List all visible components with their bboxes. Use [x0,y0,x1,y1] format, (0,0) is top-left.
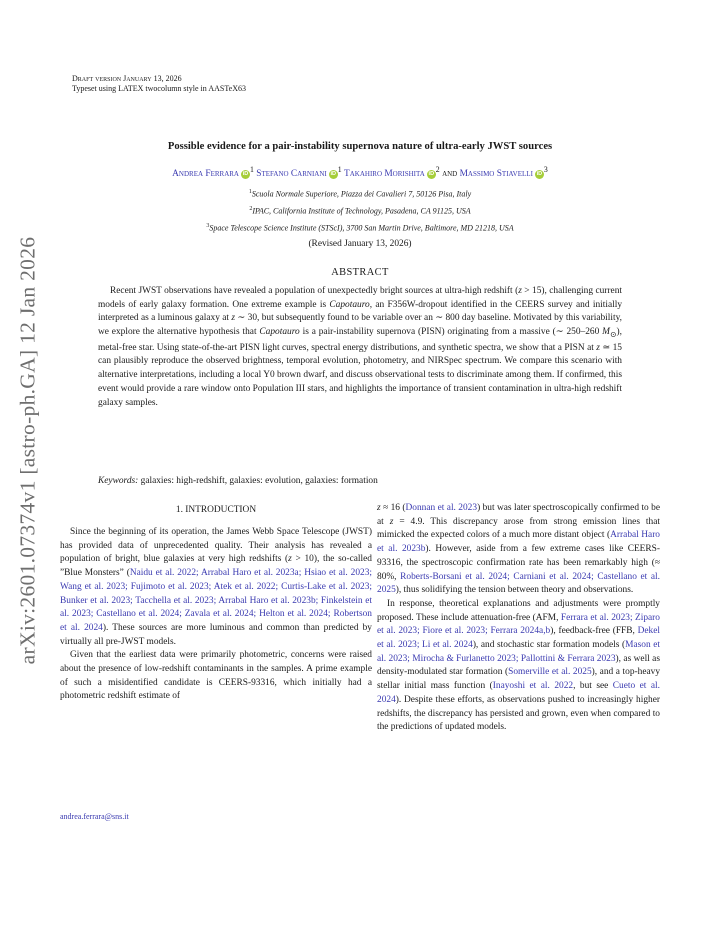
author-list [60,165,660,179]
abstract-heading: ABSTRACT [331,267,389,278]
right-column: z ≈ 16 (Donnan et al. 2023) but was later spectroscopically confirmed to be at z = 4.9. This discrepancy arose from strong emission lines that mimicked the expected colors of a much more distant object (Arrabal Haro et al. 2023b). However, aside from a few extreme cases like CEERS-93316, the spectroscopic confirmation rate has been remarkably high (≈ 80%, Roberts-Borsani et al. 2024; Carniani et al. 2024; Castellano et al. 2025), thus solidifying the tension between theory and observations. In response, theoretical explanations and adjustments were promptly proposed. These include attenuation-free (AFM, Ferrara et al. 2023; Ziparo et al. 2023; Fiore et al. 2023; Ferrara 2024a,b), feedback-free (FFB, Dekel et al. 2023; Li et al. 2024), and stochastic star formation models (Mason et al. 2023; Mirocha & Furlanetto 2023; Pallottini & Ferrara 2023), as well as density-modulated star formation (Somerville et al. 2025), and a top-heavy stellar initial mass function (Inayoshi et al. 2022, but see Cueto et al. 2024). Despite these efforts, as observations pushed to increasingly higher redshifts, the discrepancy has persisted and grown, even when compared to the predictions of updated models. [377,503,661,733]
author-ferrara[interactable]: Andrea Ferrara [172,169,239,180]
affil-mark: 3 [543,165,548,174]
draft-version-line: Draft version January 13, 2026 [72,74,182,83]
email-link[interactable]: andrea.ferrara@sns.it [60,812,129,821]
and-word: and [442,169,458,180]
affiliation-3: $^3$Space Telescope Science Institute (STScI), 3700 San Martin Drive, Baltimore, MD 21218, USA [206,223,514,233]
affil-mark: 2 [435,165,440,174]
keywords: Keywords: galaxies: high-redshift, galaxies: evolution, galaxies: formation [98,476,378,486]
paper-title: Possible evidence for a pair-instability supernova nature of ultra-early JWST sources [167,141,553,152]
left-column: Since the beginning of its operation, the James Webb Space Telescope (JWST) has provided data of unprecedented quality. Their analysis has revealed a population of bright, blue galaxies at very high redshifts (z > 10), the so-called ”Blue Monsters” (Naidu et al. 2022; Arrabal Haro et al. 2023a; Hsiao et al. 2023; Wang et al. 2023; Fujimoto et al. 2023; Atek et al. 2022; Curtis-Lake et al. 2023; Bunker et al. 2023; Tacchella et al. 2023; Arrabal Haro et al. 2023b; Finkelstein et al. 2023; Castellano et al. 2024; Zavala et al. 2024; Helton et al. 2024; Robertson et al. 2024). These sources are more luminous and common than predicted by virtually all pre-JWST models. Given that the earliest data were primarily photometric, concerns were raised about the presence of low-redshift contaminants in the samples. A prime example of such a misidentified candidate is CEERS-93316, which initially had a photometric redshift estimate of [60,527,372,702]
typeset-line: Typeset using LATEX twocolumn style in AASTeX63 [72,84,246,93]
author-carniani[interactable]: Stefano Carniani [256,169,327,180]
affiliations [60,185,660,236]
affiliation-2: $^2$IPAC, California Institute of Technology, Pasadena, CA 91125, USA [249,206,471,216]
orcid-icon[interactable]: iD [536,171,543,178]
author-morishita[interactable]: Takahiro Morishita [344,169,425,180]
abstract-text: Recent JWST observations have revealed a population of unexpectedly bright sources at ultra-high redshift (z > 15), challenging current models of early galaxy formation. One extreme example is Capotauro, an F356W-dropout identified in the CEERS survey and initially interpreted as a luminous galaxy at z ∼ 30, but subsequently found to be variable over an ∼ 800 day baseline. Motivated by this variability, we explore the alternative hypothesis that Capotauro is a pair-instability supernova (PISN) originating from a massive (∼ 250–260 $M_⊙$), metal-free star. Using state-of-the-art PISN light curves, spectral energy distributions, and synthetic spectra, we show that a PISN at z ≃ 15 can plausibly reproduce the observed brightness, temporal evolution, photometry, and NIRSpec spectrum. We compare this scenario with alternative interpretations, including a local Y0 brown dwarf, and discuss observational tests to discriminate among them. If confirmed, this event would provide a rare window onto Population III stars, and highlights the importance of transient contamination in ultra-high redshift galaxy samples. [98,286,623,408]
affil-mark: 1 [337,165,342,174]
affil-mark: 1 [250,165,254,174]
affiliation-1: $^1$Scuola Normale Superiore, Piazza dei Cavalieri 7, 50126 Pisa, Italy [248,189,472,199]
orcid-icon[interactable]: iD [242,171,249,178]
section-heading: 1. INTRODUCTION [175,505,257,515]
arxiv-stamp: arXiv:2601.07374v1 [astro-ph.GA] 12 Jan 2026 [15,236,40,665]
draft-header [72,74,246,94]
author-stiavelli[interactable]: Massimo Stiavelli [459,169,533,180]
revised-date: (Revised January 13, 2026) [308,239,412,249]
orcid-icon[interactable]: iD [428,171,435,178]
orcid-icon[interactable]: iD [330,171,336,178]
